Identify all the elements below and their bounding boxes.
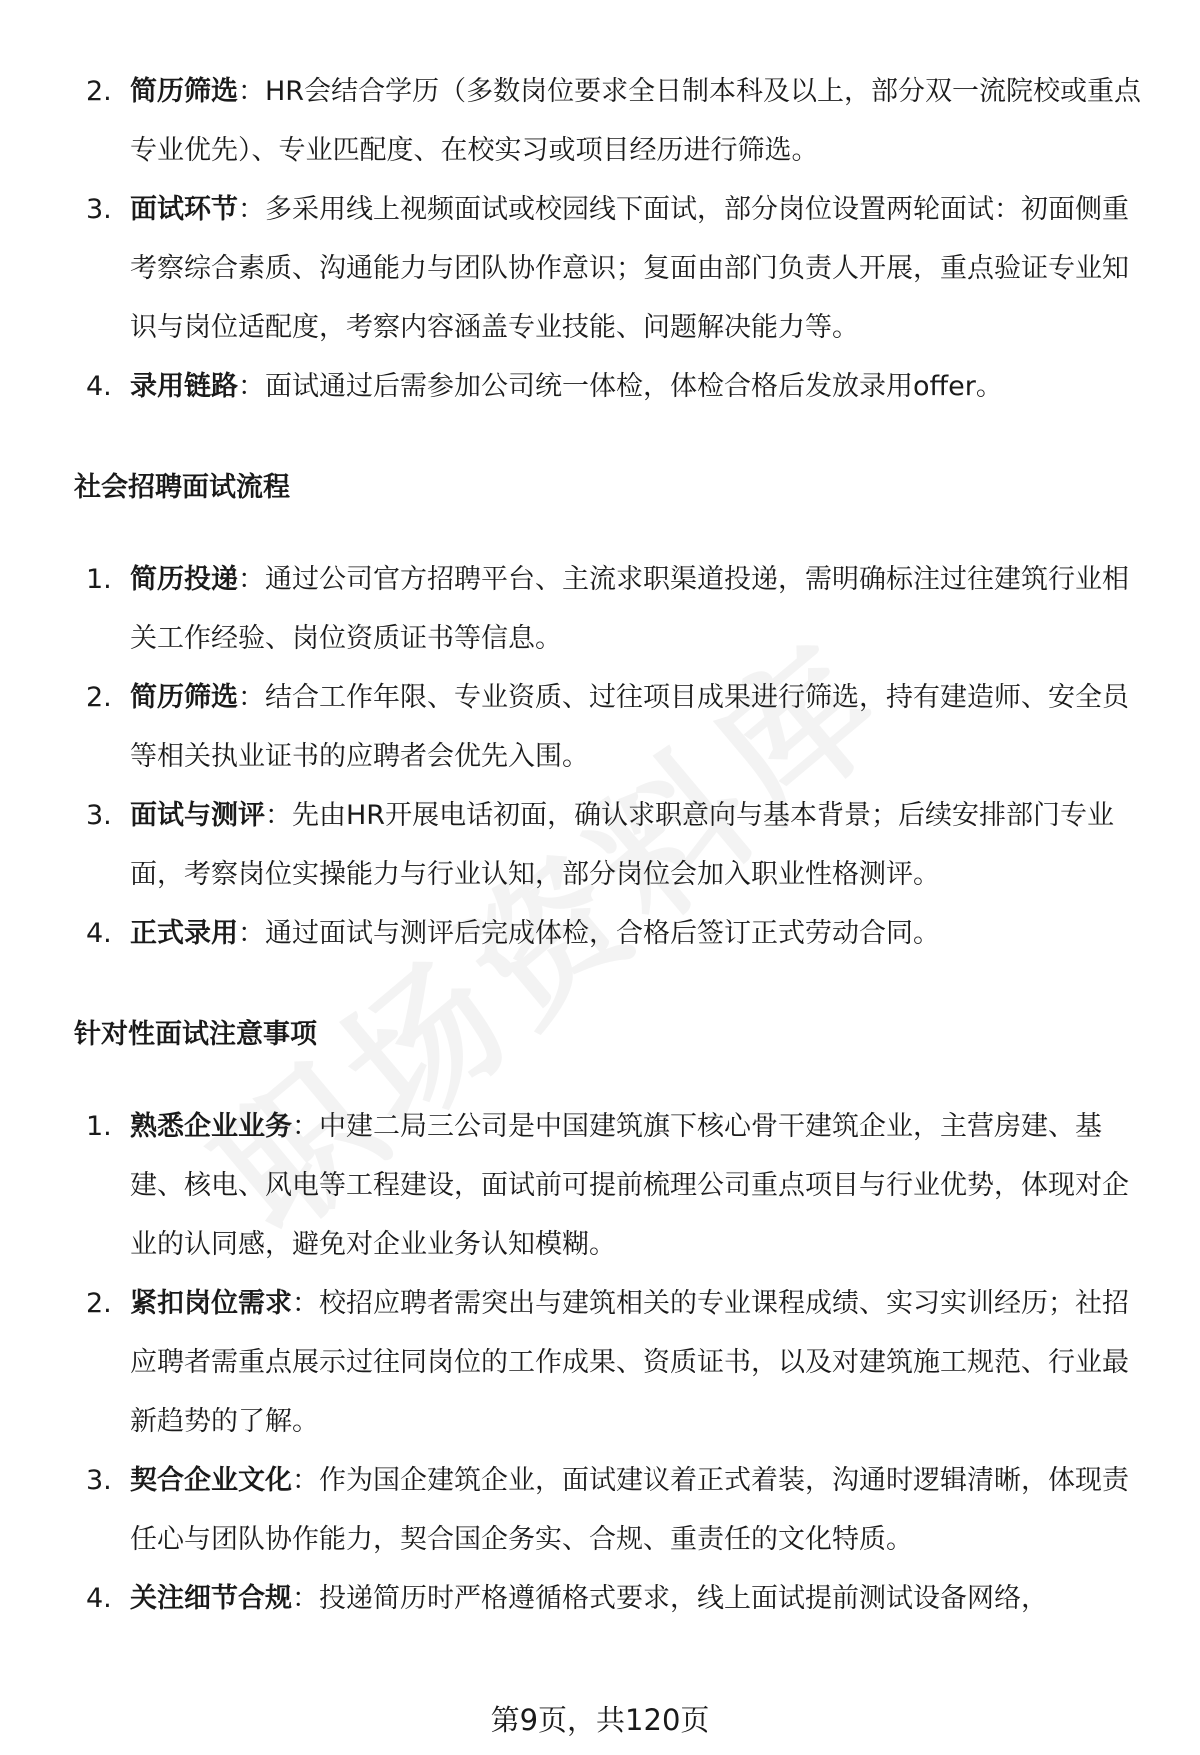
list-item [74,550,1154,668]
item-keyword: 简历投递 [130,564,238,595]
item-separator: ： [238,918,265,949]
list-item [74,62,1154,180]
item-separator: ： [292,1111,319,1142]
item-text: 结合工作年限、专业资质、过往项目成果进行筛选，持有建造师、安全员等相关执业证书的应聘者会优先入围。 [130,682,1129,772]
item-keyword: 简历筛选 [130,682,238,713]
list-item [74,786,1154,904]
item-number: 4. [86,1583,112,1614]
item-separator: ： [238,194,265,225]
item-separator: ： [238,564,265,595]
item-keyword: 契合企业文化 [130,1465,292,1496]
item-text: 投递简历时严格遵循格式要求，线上面试提前测试设备网络， [319,1583,1048,1614]
item-text: 先由HR开展电话初面，确认求职意向与基本背景；后续安排部门专业面，考察岗位实操能力与行业认知，部分岗位会加入职业性格测评。 [130,800,1115,890]
item-text: 校招应聘者需突出与建筑相关的专业课程成绩、实习实训经历；社招应聘者需重点展示过往同岗位的工作成果、资质证书，以及对建筑施工规范、行业最新趋势的了解。 [130,1288,1129,1437]
item-separator: ： [265,800,292,831]
interview-tips-section [74,1017,1154,1628]
document-content [74,62,1154,1628]
social-process-list [74,550,1154,963]
item-number: 4. [86,918,112,949]
item-number: 3. [86,1465,112,1496]
list-item [74,904,1154,963]
list-item [74,1451,1154,1569]
item-separator: ： [292,1465,319,1496]
item-text: HR会结合学历（多数岗位要求全日制本科及以上，部分双一流院校或重点专业优先）、专业匹配度、在校实习或项目经历进行筛选。 [130,76,1142,166]
item-text: 中建二局三公司是中国建筑旗下核心骨干建筑企业，主营房建、基建、核电、风电等工程建设，面试前可提前梳理公司重点项目与行业优势，体现对企业的认同感，避免对企业业务认知模糊。 [130,1111,1129,1260]
list-item [74,1274,1154,1451]
item-separator: ： [292,1288,319,1319]
item-separator: ： [238,682,265,713]
list-item [74,1097,1154,1274]
section-heading: 针对性面试注意事项 [74,1019,317,1050]
item-number: 2. [86,682,112,713]
list-item [74,357,1154,416]
campus-process-list [74,62,1154,416]
item-number: 4. [86,371,112,402]
item-number: 1. [86,1111,112,1142]
section-heading: 社会招聘面试流程 [74,472,290,503]
item-number: 3. [86,800,112,831]
item-text: 通过公司官方招聘平台、主流求职渠道投递，需明确标注过往建筑行业相关工作经验、岗位资质证书等信息。 [130,564,1129,654]
page-number-footer: 第9页，共120页 [490,1703,710,1737]
list-item [74,668,1154,786]
item-number: 2. [86,76,112,107]
item-keyword: 关注细节合规 [130,1583,292,1614]
item-separator: ： [238,371,265,402]
item-text: 多采用线上视频面试或校园线下面试，部分岗位设置两轮面试：初面侧重考察综合素质、沟通能力与团队协作意识；复面由部门负责人开展，重点验证专业知识与岗位适配度，考察内容涵盖专业技能、问题解决能力等。 [130,194,1129,343]
item-keyword: 面试与测评 [130,800,265,831]
item-separator: ： [292,1583,319,1614]
item-number: 2. [86,1288,112,1319]
item-number: 3. [86,194,112,225]
list-item [74,180,1154,357]
item-text: 作为国企建筑企业，面试建议着正式着装，沟通时逻辑清晰，体现责任心与团队协作能力，契合国企务实、合规、重责任的文化特质。 [130,1465,1129,1555]
item-keyword: 熟悉企业业务 [130,1111,292,1142]
social-recruitment-section [74,470,1154,963]
item-text: 面试通过后需参加公司统一体检，体检合格后发放录用offer。 [265,371,1003,402]
item-keyword: 紧扣岗位需求 [130,1288,292,1319]
list-item [74,1569,1154,1628]
item-text: 通过面试与测评后完成体检，合格后签订正式劳动合同。 [265,918,940,949]
item-keyword: 录用链路 [130,371,238,402]
item-keyword: 面试环节 [130,194,238,225]
item-separator: ： [238,76,265,107]
tips-list [74,1097,1154,1628]
item-keyword: 正式录用 [130,918,238,949]
item-number: 1. [86,564,112,595]
item-keyword: 简历筛选 [130,76,238,107]
